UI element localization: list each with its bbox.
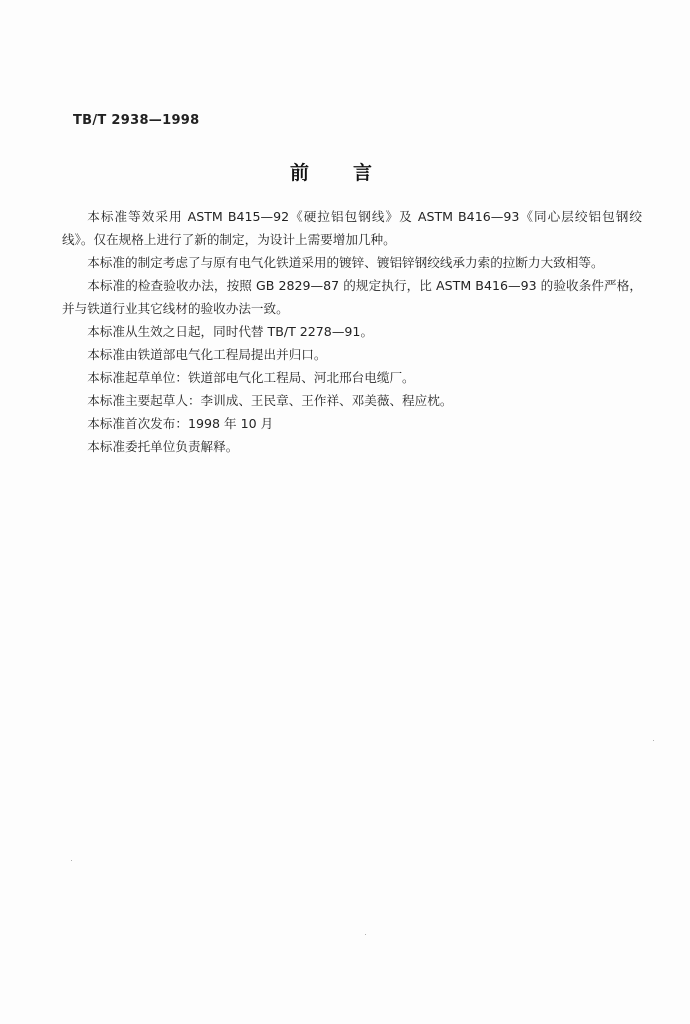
paragraph-first-issue: 本标准首次发布：1998 年 10 月 <box>87 416 274 431</box>
paragraph-design-consideration: 本标准的制定考虑了与原有电气化铁道采用的镀锌、镀铝锌钢绞线承力索的拉断力大致相等。 <box>87 255 604 270</box>
paragraph-drafting-unit: 本标准起草单位：铁道部电气化工程局、河北邢台电缆厂。 <box>87 370 415 385</box>
paragraph-proposed-by: 本标准由铁道部电气化工程局提出并归口。 <box>87 347 327 362</box>
foreword-body <box>62 205 642 458</box>
scan-speck <box>653 740 654 741</box>
paragraph-drafters: 本标准主要起草人：李训成、王民章、王作祥、邓美薇、程应枕。 <box>87 393 453 408</box>
scan-speck <box>365 934 366 935</box>
standard-code: TB/T 2938—1998 <box>73 113 200 128</box>
paragraph-acceptance-method: 本标准的检查验收办法，按照 GB 2829—87 的规定执行，比 ASTM B416—93 的验收条件严格，并与铁道行业其它线材的验收办法一致。 <box>62 278 642 316</box>
page-title: 前言 <box>289 162 416 184</box>
paragraph-effective-date: 本标准从生效之日起，同时代替 TB/T 2278—91。 <box>87 324 374 339</box>
paragraph-interpretation: 本标准委托单位负责解释。 <box>87 439 239 454</box>
paragraph-adoption: 本标准等效采用 ASTM B415—92《硬拉铝包钢线》及 ASTM B416—93《同心层绞铝包钢绞线》。仅在规格上进行了新的制定，为设计上需要增加几种。 <box>62 209 642 247</box>
scan-speck <box>71 860 72 861</box>
